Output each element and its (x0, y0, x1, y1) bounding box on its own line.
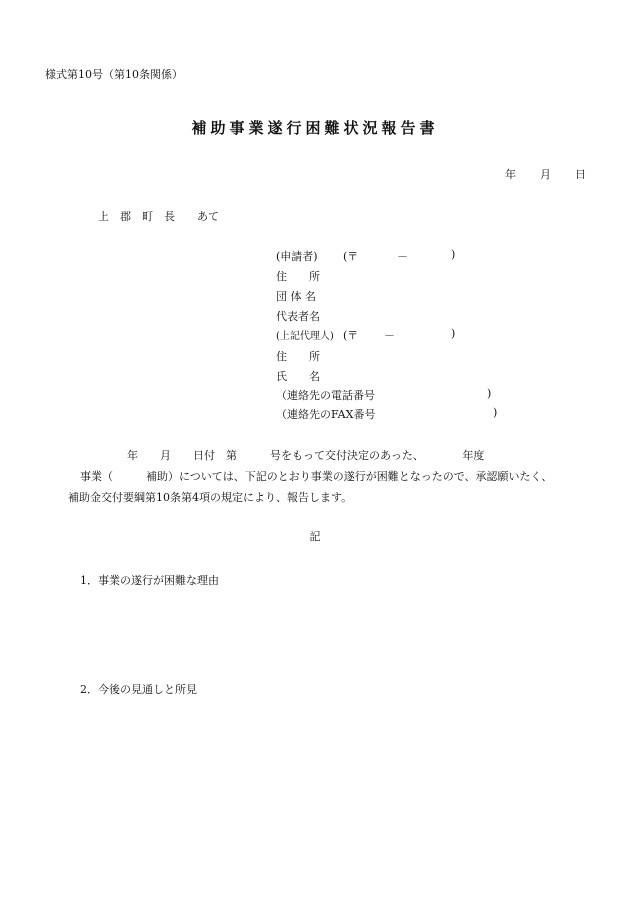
addressee: 上 郡 町 長 あて (98, 210, 219, 223)
applicant-heading: (申請者) (276, 250, 318, 263)
applicant-postal-open: (〒 (343, 250, 359, 263)
agent-fax-label: （連絡先のFAX番号 (276, 408, 376, 421)
section-1-label: 1．事業の遂行が困難な理由 (80, 574, 219, 587)
ki-heading: 記 (309, 530, 321, 543)
agent-phone-close: ) (487, 387, 492, 400)
agent-address-label: 住 所 (276, 350, 320, 363)
agent-postal-open: (〒 (343, 329, 359, 342)
applicant-postal-dash: － (397, 250, 408, 263)
agent-fax-close: ) (493, 406, 498, 419)
agent-postal-dash: － (384, 329, 395, 342)
document-title: 補助事業遂行困難状況報告書 (191, 119, 439, 137)
agent-phone-label: （連絡先の電話番号 (276, 389, 375, 402)
agent-name-label: 氏 名 (276, 370, 320, 383)
date-month: 月 (540, 168, 551, 181)
agent-heading: (上記代理人) (276, 331, 334, 342)
date-day: 日 (575, 168, 586, 181)
date-year: 年 (505, 168, 516, 181)
applicant-postal-close: ) (451, 248, 456, 261)
section-2-label: 2．今後の見通しと所見 (80, 683, 197, 696)
body-line-1: 年 月 日付 第 号をもって交付決定のあった、 年度 (127, 449, 485, 462)
applicant-rep-label: 代表者名 (276, 310, 320, 323)
form-number: 様式第10号（第10条関係） (45, 68, 183, 81)
agent-postal-close: ) (451, 327, 456, 340)
applicant-address-label: 住 所 (276, 270, 320, 283)
body-line-2: 事業（ 補助）については、下記のとおり事業の遂行が困難となったので、承認願いたく、 (80, 470, 553, 483)
applicant-org-label: 団 体 名 (276, 290, 316, 303)
body-line-3: 補助金交付要綱第10条第4項の規定により、報告します。 (68, 491, 353, 504)
